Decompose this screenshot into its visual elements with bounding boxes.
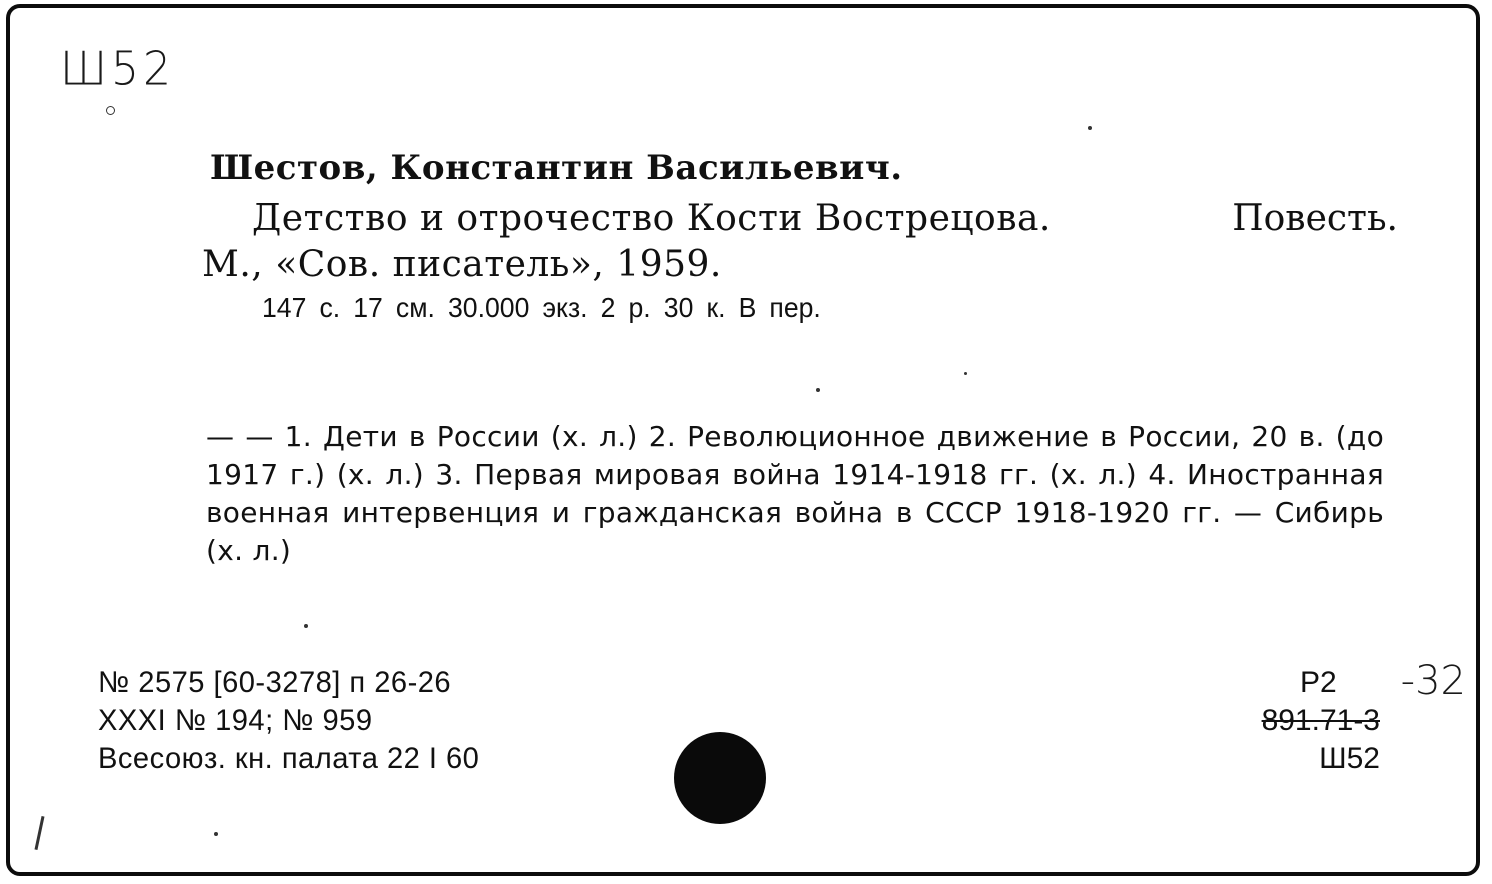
pen-mark (34, 816, 44, 850)
handwritten-call-number: Ш52 (60, 42, 175, 97)
title-row (252, 198, 1398, 248)
meta-line-3: Всесоюз. кн. палата 22 I 60 (98, 742, 480, 775)
registration-info (98, 664, 479, 778)
genre-label: Повесть. (1232, 198, 1398, 239)
class-code-1-print: Р2 (1299, 666, 1337, 699)
speck (214, 832, 218, 836)
speck (1088, 126, 1092, 130)
ink-dot (106, 106, 115, 115)
handwritten-class-suffix: -32 (1400, 658, 1466, 704)
speck (964, 372, 967, 375)
class-code-3: Ш52 (1319, 742, 1380, 775)
class-code-1 (1262, 664, 1380, 702)
author-heading: Шестов, Константин Васильевич. (210, 148, 903, 188)
meta-line-1: № 2575 [60-3278] п 26-26 (98, 666, 452, 699)
book-title: Детство и отрочество Кости Вострецова. (252, 198, 1051, 239)
subject-headings: — — 1. Дети в России (х. л.) 2. Революционное движение в России, 20 в. (до 1917 г.) (х. л.) 3. Первая мировая война 1914-1918 гг. (х. л.) 4. Иностранная военная интервенция и гражданская война в СССР 1918-1920 гг. — Сибирь (х. л.) (206, 420, 1384, 567)
speck (816, 388, 820, 392)
imprint: М., «Сов. писатель», 1959. (202, 244, 722, 285)
physical-description: 147 с. 17 см. 30.000 экз. 2 р. 30 к. В пер. (262, 292, 821, 323)
meta-line-2: XXXI № 194; № 959 (98, 704, 373, 737)
speck (304, 624, 308, 628)
classification-codes (1262, 664, 1380, 778)
class-code-2: 891.71-3 (1261, 704, 1380, 737)
catalog-card (6, 4, 1480, 876)
punch-hole (674, 732, 766, 824)
